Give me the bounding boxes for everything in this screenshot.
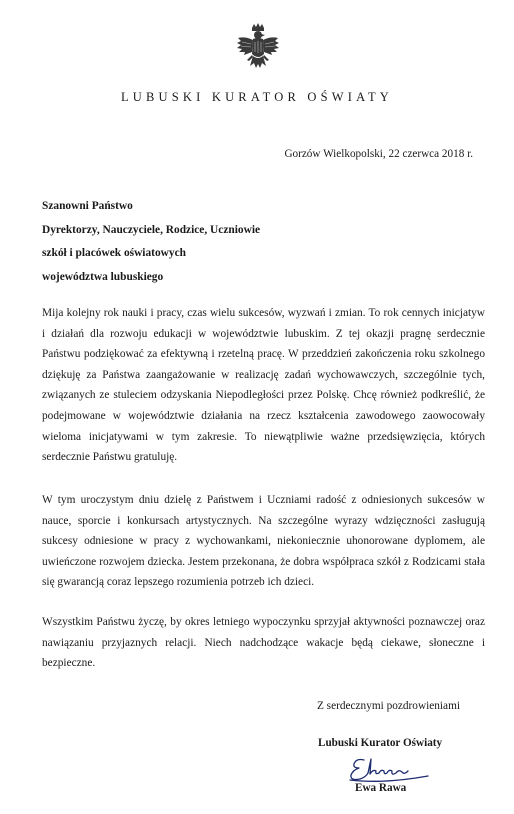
body-paragraph: Mija kolejny rok nauki i pracy, czas wielu sukcesów, wyzwań i zmian. To rok cennych inicjatyw i działań dla rozwoju edukacji w województwie lubuskim. Z tej okazji pragnę serdecznie Państwu podziękować za efektywną i rzetelną pracę. W przeddzień zakończenia roku szkolnego dziękuję za Państwa zaangażowanie w realizację zadań wychowawczych, szczególnie tych, związanych ze stuleciem odzyskania Niepodległości przez Polskę. Chcę również podkreślić, że podejmowane w województwie działania na rzecz kształcenia zawodowego zaowocowały wieloma inicjatywami w tym zakresie. To niewątpliwie ważne przedsięwzięcia, których serdecznie Państwu gratuluję. — [42, 307, 485, 464]
handwritten-signature-icon — [344, 754, 432, 784]
body-paragraph: Wszystkim Państwu życzę, by okres letniego wypoczynku sprzyjał aktywności poznawczej oraz nawiązaniu przyjaznych relacji. Niech nadchodzące wakacje będą ciekawe, słoneczne i bezpieczne. — [42, 616, 485, 670]
place-date: Gorzów Wielkopolski, 22 czerwca 2018 r. — [284, 148, 473, 160]
addressee-line: Szanowni Państwo — [42, 200, 133, 212]
body-paragraph: W tym uroczystym dniu dzielę z Państwem i Uczniami radość z odniesionych sukcesów w nauce, sporcie i konkursach artystycznych. Na szczególne wyrazy wdzięczności zasługują sukcesy odniesione w pracy z wychowankami, niekoniecznie uhonorowane dyplomem, ale uwieńczone rozwojem dziecka. Jestem przekonana, że dobra współpraca szkół z Rodzicami stała się gwarancją coraz lepszego rozumienia potrzeb ich dzieci. — [42, 494, 485, 589]
addressee-line: Dyrektorzy, Nauczyciele, Rodzice, Uczniowie — [42, 223, 261, 236]
office-name: LUBUSKI KURATOR OŚWIATY — [120, 90, 394, 104]
signer-name: Ewa Rawa — [355, 782, 407, 794]
closing-salutation: Z serdecznymi pozdrowieniami — [316, 700, 460, 712]
addressee-line: szkół i placówek oświatowych — [42, 247, 186, 259]
polish-eagle-emblem-icon — [236, 22, 280, 76]
signer-title: Lubuski Kurator Oświaty — [318, 737, 443, 749]
addressee-block — [42, 195, 260, 289]
addressee-line: województwa lubuskiego — [42, 270, 164, 283]
